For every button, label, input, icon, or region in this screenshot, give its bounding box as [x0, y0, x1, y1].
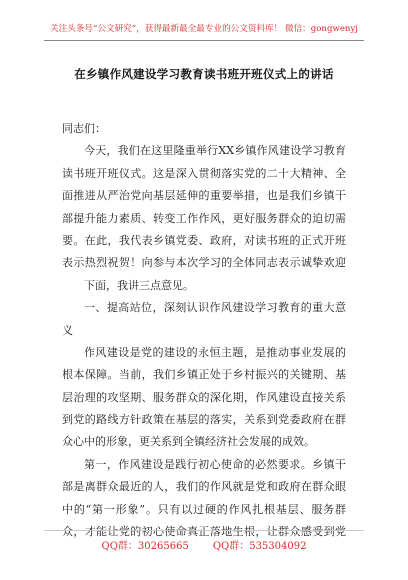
paragraph-line: 作风建设是党的建设的永恒主题，是推动事业发展的	[84, 345, 346, 359]
paragraph-line: 要。在此，我代表乡镇党委、政府，对读书班的正式开班	[62, 233, 346, 247]
paragraph-line: 面推进从严治党向基层延伸的重要举措，也是我们乡镇干	[62, 189, 346, 203]
paragraph-line: 根本保障。当前，我们乡镇正处于乡村振兴的关键期、基	[62, 368, 346, 382]
section-heading: 一、提高站位，深刻认识作风建设学习教育的重大意	[84, 301, 346, 315]
section-heading: 义	[62, 323, 73, 337]
paragraph-line: 第一，作风建设是践行初心使命的必然要求。乡镇干	[84, 457, 346, 471]
paragraph-line: 到党的路线方针政策在基层的落实，关系到党委政府在群	[62, 413, 346, 427]
document-title: 在乡镇作风建设学习教育读书班开班仪式上的讲话	[74, 67, 334, 81]
paragraph-line: 部是离群众最近的人，我们的作风就是党和政府在群众眼	[62, 480, 346, 494]
paragraph-line: 今天，我们在这里隆重举行XX乡镇作风建设学习教育	[84, 144, 346, 158]
footer-qq-group-1: QQ群：30265665	[101, 541, 189, 552]
paragraph-line: 中的“第一形象”。只有以过硬的作风扎根基层、服务群	[62, 502, 346, 516]
salutation: 同志们：	[62, 122, 106, 135]
footer-contact	[40, 537, 368, 552]
header-banner: 关注头条号“公文研究”，获得最新最全最专业的公文资料库！ 微信：gongwenyj	[50, 24, 358, 34]
paragraph-line: 众，才能让党的初心使命真正落地生根，让群众感受到党	[62, 525, 346, 539]
paragraph-line: 层治理的攻坚期、服务群众的深化期，作风建设直接关系	[62, 390, 346, 404]
document-body	[62, 118, 346, 543]
paragraph-line: 众心中的形象，更关系到全镇经济社会发展的成效。	[62, 435, 315, 449]
paragraph-line: 部提升能力素质、转变工作作风，更好服务群众的迫切需	[62, 211, 346, 225]
paragraph-line: 读书班开班仪式。这是深入贯彻落实党的二十大精神、全	[62, 166, 346, 180]
paragraph-line: 表示热烈祝贺！向参与本次学习的全体同志表示诚挚欢迎	[62, 256, 346, 270]
footer-divider	[44, 530, 364, 531]
paragraph-line: 下面，我讲三点意见。	[84, 278, 194, 292]
header-divider	[44, 40, 364, 41]
footer-qq-group-2: QQ群：535304092	[212, 541, 307, 552]
